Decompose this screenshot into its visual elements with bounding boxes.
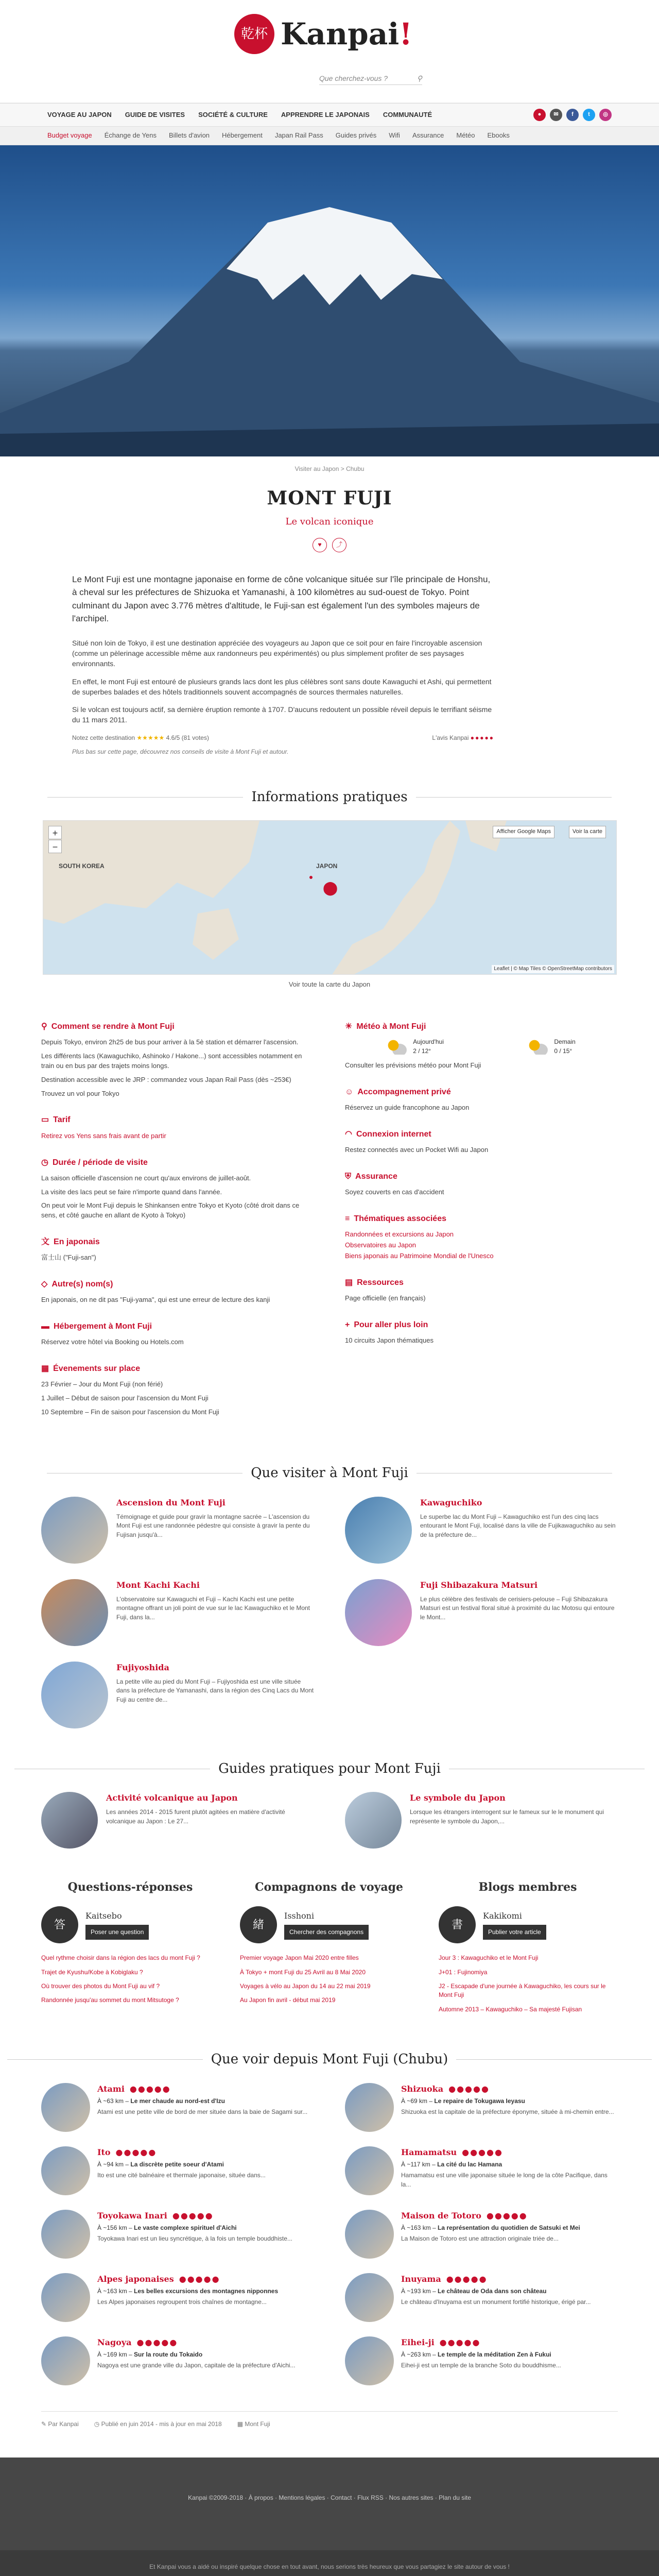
visit-desc: L'observatoire sur Kawaguchi et Fuji – Kachi Kachi est une petite montagne offrant un joli point de vue sur le lac Kawaguchiko et le Mont Fuji, dans la...: [116, 1595, 310, 1621]
nearby-dots: ●●●●●: [439, 2337, 481, 2347]
weather-today-temp: 2 / 12°: [413, 1047, 431, 1055]
community-qa: [41, 1879, 219, 2019]
info-ressources-p1[interactable]: Page officielle (en français): [345, 1294, 426, 1302]
nearby-dots: ●●●●●: [448, 2083, 490, 2094]
community-qa-name: Kaitsebo: [85, 1910, 122, 1921]
guide-icon: ☺: [345, 1087, 354, 1096]
info-tarif-p1[interactable]: Retirez vos Yens sans frais avant de partir: [41, 1131, 166, 1140]
nearby-distance: À ~169 km: [97, 2350, 127, 2358]
qa-item[interactable]: Trajet de Kyushu/Kobe à Kobiglaku ?: [41, 1968, 143, 1976]
main-nav: [0, 103, 659, 127]
nearby-thumb[interactable]: [41, 2210, 90, 2259]
nearby-distance: À ~163 km: [401, 2224, 431, 2231]
qa-item[interactable]: Randonnée jusqu'au sommet du mont Mitsutoge ?: [41, 1996, 179, 2004]
nearby-thumb[interactable]: [345, 2146, 394, 2195]
nearby-card[interactable]: Shizuoka ●●●●● À ~69 km – Le repaire de Tokugawa Ieyasu Shizuoka est la capitale de la préfecture éponyme, située à mi-chemin entre...: [345, 2083, 618, 2132]
visit-thumb[interactable]: [41, 1579, 108, 1646]
nearby-distance: À ~156 km: [97, 2224, 127, 2231]
page-title: MONT FUJI: [267, 487, 392, 510]
find-companions-button[interactable]: Chercher des compagnons: [284, 1925, 369, 1940]
info-themes-p1[interactable]: Randonnées et excursions au Japon: [345, 1230, 454, 1239]
visit-list: [41, 1497, 618, 1728]
nearby-title[interactable]: Eihei-ji: [401, 2337, 435, 2347]
meta-category-text: Mont Fuji: [245, 2420, 270, 2428]
community-qa-title: Questions-réponses: [67, 1880, 193, 1894]
visit-thumb[interactable]: [41, 1662, 108, 1728]
nearby-thumb[interactable]: [345, 2083, 394, 2132]
companion-item[interactable]: À Tokyo + mont Fuji du 25 Avril au 8 Mai 2020: [240, 1968, 366, 1976]
desc-para-3: Si le volcan est toujours actif, sa dernière éruption remonte à 1707. D'aucuns redoutent un possible réveil depuis le terrifiant séisme du 11 mars 2011.: [72, 705, 492, 724]
info-japonais: [41, 1236, 314, 1263]
info-japonais-title: En japonais: [54, 1238, 100, 1247]
nearby-distance: À ~193 km: [401, 2287, 431, 2295]
visit-card[interactable]: [41, 1579, 314, 1646]
nearby-thumb[interactable]: [41, 2083, 90, 2132]
meta-author[interactable]: ✎ Par Kanpai: [41, 2420, 79, 2428]
info-access-p1: Depuis Tokyo, environ 2h25 de bus pour arriver à la 5è station et démarrer l'ascension.: [41, 1038, 299, 1046]
guide-thumb[interactable]: [345, 1792, 402, 1849]
nearby-desc: Eihei-ji est un temple de la branche Soto du bouddhisme...: [401, 2362, 561, 2369]
info-duree: [41, 1157, 314, 1221]
nearby-thumb[interactable]: [41, 2273, 90, 2322]
share-icon[interactable]: ⤴: [332, 538, 346, 552]
nearby-card[interactable]: Eihei-ji ●●●●● À ~263 km – Le temple de la méditation Zen à Fukui Eihei-ji est un temple de la branche Soto du bouddhisme...: [345, 2336, 618, 2385]
weather-forecast: [345, 1038, 618, 1056]
weather-tomorrow-icon: [528, 1039, 549, 1055]
nearby-card[interactable]: Hamamatsu ●●●●● À ~117 km – La cité du lac Hamana Hamamatsu est une ville japonaise située le long de la côte Pacifique, dans la...: [345, 2146, 618, 2195]
info-internet: [345, 1128, 618, 1155]
brand-bang: !: [399, 16, 412, 52]
subnav-jrpass[interactable]: Japan Rail Pass: [274, 131, 323, 140]
companion-item[interactable]: Voyages à vélo au Japon du 14 au 22 mai 2019: [240, 1982, 371, 1990]
kanpai-seal-icon: 乾杯: [234, 14, 274, 54]
ask-question-button[interactable]: Poser une question: [85, 1925, 149, 1940]
nearby-desc: Les Alpes japonaises regroupent trois chaînes de montagne...: [97, 2298, 267, 2306]
footer-sub: [0, 2550, 659, 2576]
visit-thumb[interactable]: [41, 1497, 108, 1564]
heart-icon[interactable]: ♥: [313, 538, 327, 552]
nav-societe[interactable]: SOCIÉTÉ & CULTURE: [198, 110, 268, 118]
subnav-echange[interactable]: Échange de Yens: [104, 131, 157, 140]
subnav-meteo[interactable]: Météo: [456, 131, 475, 140]
info-internet-title: Connexion internet: [356, 1129, 431, 1139]
kanpai-review-label: L'avis Kanpai: [432, 734, 469, 741]
nearby-desc: Shizuoka est la capitale de la préfecture éponyme, située à mi-chemin entre...: [401, 2108, 614, 2116]
info-guide-p1[interactable]: Réservez un guide francophone au Japon: [345, 1104, 470, 1112]
nearby-title[interactable]: Maison de Totoro: [401, 2210, 481, 2221]
nearby-subtitle: La discrète petite soeur d'Atami: [130, 2160, 224, 2168]
guide-card[interactable]: [345, 1792, 618, 1849]
visit-thumb[interactable]: [345, 1579, 412, 1646]
nearby-title[interactable]: Ito: [97, 2147, 111, 2157]
subnav-billets[interactable]: Billets d'avion: [168, 131, 210, 140]
rating-bar: [72, 734, 494, 742]
companion-item[interactable]: Au Japon fin avril - début mai 2019: [240, 1996, 336, 2004]
map-link[interactable]: Voir toute la carte du Japon: [288, 980, 371, 989]
nav-apprendre[interactable]: APPRENDRE LE JAPONAIS: [281, 110, 370, 118]
community-blogs-title: Blogs membres: [478, 1880, 577, 1894]
search-icon[interactable]: ⚲: [417, 74, 422, 82]
nearby-distance: À ~263 km: [401, 2350, 431, 2358]
info-themes: [345, 1213, 618, 1261]
nearby-dots: ●●●●●: [486, 2210, 528, 2221]
info-right-column: [345, 1021, 618, 1433]
nearby-thumb[interactable]: [41, 2146, 90, 2195]
meta-author-text: Par Kanpai: [48, 2420, 79, 2428]
companion-item[interactable]: Premier voyage Japon Mai 2020 entre filles: [240, 1954, 359, 1962]
sun-icon: ☀: [345, 1022, 353, 1031]
nearby-thumb[interactable]: [345, 2273, 394, 2322]
kanji-icon: 文: [41, 1238, 50, 1247]
map-label-japan: JAPON: [316, 862, 338, 870]
mount-fuji-illustration: [0, 145, 659, 456]
nearby-title[interactable]: Toyokawa Inari: [97, 2210, 167, 2221]
map-marker-icon[interactable]: ⬤: [323, 880, 338, 896]
article-meta: [41, 2411, 618, 2437]
description: [72, 638, 494, 725]
page-subtitle: Le volcan iconique: [285, 516, 374, 527]
info-access-p3[interactable]: Destination accessible avec le JRP : commandez vous Japan Rail Pass (dès ~253€): [41, 1075, 291, 1083]
info-events-p2: 1 Juillet – Début de saison pour l'ascension du Mont Fuji: [41, 1394, 209, 1402]
section-info-title: Informations pratiques: [0, 788, 659, 807]
footer: [0, 2458, 659, 2550]
facebook-icon[interactable]: f: [566, 109, 579, 121]
info-hebergement-title: Hébergement à Mont Fuji: [54, 1322, 152, 1331]
info-events: [41, 1363, 314, 1417]
weather-today: [387, 1038, 444, 1056]
subnav-hebergement[interactable]: Hébergement: [222, 131, 263, 140]
nav-communaute[interactable]: COMMUNAUTÉ: [383, 110, 432, 118]
nearby-dots: ●●●●●: [136, 2337, 178, 2347]
section-guides-title: Guides pratiques pour Mont Fuji: [0, 1759, 659, 1779]
community-companions-title: Compagnons de voyage: [254, 1880, 404, 1894]
nearby-title[interactable]: Atami: [97, 2083, 125, 2094]
footer-sub-text: Et Kanpai vous a aidé ou inspiré quelque chose en tout avant, nous serions très heureux que vous partagiez le site autour de vous !: [149, 2563, 510, 2571]
nearby-thumb[interactable]: [345, 2210, 394, 2259]
calendar-icon: ▦: [41, 1364, 49, 1374]
community-companions: [240, 1879, 418, 2019]
pin-icon: ⚲: [41, 1022, 47, 1031]
map-zoom-in[interactable]: +: [48, 826, 62, 839]
info-hebergement: [41, 1320, 314, 1347]
nearby-subtitle: Sur la route du Tokaido: [134, 2350, 203, 2358]
nearby-subtitle: Le temple de la méditation Zen à Fukui: [438, 2350, 551, 2358]
visit-title[interactable]: Fujiyoshida: [116, 1662, 169, 1672]
share-buttons: [0, 538, 659, 552]
nearby-dots: ●●●●●: [172, 2210, 214, 2221]
subnav-guides[interactable]: Guides privés: [335, 131, 377, 140]
blog-item[interactable]: J+01 : Fujinomiya: [439, 1968, 488, 1976]
nearby-thumb[interactable]: [41, 2336, 90, 2385]
practical-info: [41, 1021, 618, 1433]
section-near-title: Que voir depuis Mont Fuji (Chubu): [0, 2050, 659, 2070]
info-hebergement-p1[interactable]: Réservez votre hôtel via Booking ou Hotels.com: [41, 1338, 184, 1346]
map-zoom-out[interactable]: −: [48, 840, 62, 853]
nearby-distance: À ~94 km: [97, 2160, 124, 2168]
guide-card[interactable]: [41, 1792, 314, 1849]
rating-score: 4.6/5 (81 votes): [166, 734, 209, 741]
map-google-button[interactable]: Afficher Google Maps: [493, 826, 554, 838]
nearby-desc: Ito est une cité balnéaire et thermale japonaise, située dans...: [97, 2172, 266, 2179]
info-plus-p1[interactable]: 10 circuits Japon thématiques: [345, 1336, 433, 1344]
social-icons: [533, 109, 612, 121]
info-access-p2: Les différents lacs (Kawaguchiko, Ashinoko / Hakone...) sont accessibles notamment en train ou en bus par des trajets moins longs.: [41, 1052, 302, 1070]
brand-text: Kanpai: [281, 16, 400, 52]
guide-thumb[interactable]: [41, 1792, 98, 1849]
blog-item[interactable]: J2 - Escapade d'une journée à Kawaguchiko, les cours sur le Mont Fuji: [439, 1982, 606, 1999]
nearby-title[interactable]: Alpes japonaises: [97, 2274, 174, 2284]
info-guide-title: Accompagnement privé: [357, 1087, 451, 1096]
info-themes-title: Thématiques associées: [354, 1214, 446, 1223]
blog-item[interactable]: Jour 3 : Kawaguchiko et le Mont Fuji: [439, 1954, 539, 1962]
nearby-card[interactable]: Nagoya ●●●●● À ~169 km – Sur la route du Tokaido Nagoya est une grande ville du Japon, capitale de la préfecture d'Aichi...: [41, 2336, 314, 2385]
mail-icon[interactable]: ✉: [550, 109, 562, 121]
info-access-p4[interactable]: Trouvez un vol pour Tokyo: [41, 1089, 119, 1097]
nav-guide[interactable]: GUIDE DE VISITES: [125, 110, 185, 118]
nearby-title[interactable]: Shizuoka: [401, 2083, 444, 2094]
visit-desc: Témoignage et guide pour gravir la montagne sacrée – L'ascension du Mont Fuji est une randonnée pédestre qui consiste à gravir la pente du Fujisan jusqu'à...: [116, 1513, 310, 1538]
site-header: [0, 0, 659, 103]
search-input[interactable]: [319, 72, 422, 85]
weather-link[interactable]: Consulter les prévisions météo pour Mont Fuji: [345, 1061, 481, 1070]
info-assurance: [345, 1171, 618, 1197]
qa-item[interactable]: Quel rythme choisir dans la région des lacs du mont Fuji ?: [41, 1954, 200, 1962]
visit-title[interactable]: Mont Kachi Kachi: [116, 1580, 200, 1590]
bed-icon: ▬: [41, 1322, 49, 1331]
nearby-dots: ●●●●●: [462, 2147, 503, 2157]
community-blogs-name: Kakikomi: [483, 1910, 522, 1921]
nearby-dots: ●●●●●: [179, 2274, 220, 2284]
nearby-distance: À ~163 km: [97, 2287, 127, 2295]
info-events-title: Évenements sur place: [53, 1364, 141, 1374]
info-access: [41, 1021, 314, 1098]
nearby-thumb[interactable]: [345, 2336, 394, 2385]
visit-card[interactable]: [345, 1497, 618, 1564]
section-visit-title: Que visiter à Mont Fuji: [0, 1464, 659, 1483]
map[interactable]: [43, 820, 617, 975]
info-ressources-title: Ressources: [357, 1278, 404, 1287]
info-noms-p1: En japonais, on ne dit pas "Fuji-yama", qui est une erreur de lecture des kanji: [41, 1296, 270, 1304]
info-duree-p2: La visite des lacs peut se faire n'importe quand dans l'année.: [41, 1188, 222, 1196]
nearby-card[interactable]: Inuyama ●●●●● À ~193 km – Le château de Oda dans son château Le château d'Inuyama est un monument fortifié historique, érigé par...: [345, 2273, 618, 2322]
shield-icon: ⛨: [345, 1172, 352, 1181]
community-blogs: [439, 1879, 617, 2019]
nearby-desc: Hamamatsu est une ville japonaise située le long de la côte Pacifique, dans la...: [401, 2172, 608, 2188]
subnav-budget[interactable]: Budget voyage: [47, 131, 92, 140]
blog-icon: 書: [439, 1906, 476, 1943]
nearby-title[interactable]: Hamamatsu: [401, 2147, 457, 2157]
publish-article-button[interactable]: Publier votre article: [483, 1925, 546, 1940]
info-japonais-p1: 富士山 ("Fuji-san"): [41, 1253, 96, 1262]
qa-item[interactable]: Où trouver des photos du Mont Fuji au vif ?: [41, 1982, 160, 1990]
meta-category[interactable]: ▦ Mont Fuji: [237, 2420, 270, 2428]
nearby-title[interactable]: Inuyama: [401, 2274, 441, 2284]
info-assurance-p1[interactable]: Soyez couverts en cas d'accident: [345, 1188, 444, 1196]
nearby-subtitle: Le mer chaude au nord-est d'Izu: [130, 2097, 225, 2105]
nearby-dots: ●●●●●: [446, 2274, 488, 2284]
info-tarif-title: Tarif: [53, 1115, 71, 1125]
weather-today-icon: [387, 1039, 408, 1055]
nearby-card[interactable]: Ito ●●●●● À ~94 km – La discrète petite soeur d'Atami Ito est une cité balnéaire et thermale japonaise, située dans...: [41, 2146, 314, 2195]
clock-icon: ◷: [41, 1158, 48, 1167]
nearby-distance: À ~117 km: [401, 2160, 430, 2168]
info-plus: [345, 1319, 618, 1346]
guide-title[interactable]: Activité volcanique au Japon: [106, 1793, 238, 1803]
footer-links[interactable]: Kanpai ©2009-2018 · À propos · Mentions légales · Contact · Flux RSS · Nos autres sites · Plan du site: [188, 2494, 471, 2502]
tag-icon: ◇: [41, 1280, 48, 1289]
brand-name: [281, 12, 412, 56]
nearby-distance: À ~63 km: [97, 2097, 124, 2105]
visit-title[interactable]: Ascension du Mont Fuji: [116, 1497, 226, 1507]
rating-label: Notez cette destination: [72, 734, 135, 741]
info-events-p1: 23 Février – Jour du Mont Fuji (non férié): [41, 1380, 163, 1388]
info-tarif: [41, 1114, 314, 1141]
instagram-icon[interactable]: ◎: [599, 109, 612, 121]
nearby-desc: Atami est une petite ville de bord de mer située dans la baie de Sagami sur...: [97, 2108, 308, 2116]
info-assurance-title: Assurance: [355, 1172, 397, 1181]
plus-icon: +: [345, 1320, 350, 1329]
info-duree-p1: La saison officielle d'ascension ne court qu'aux environs de juillet-août.: [41, 1174, 251, 1182]
user-icon[interactable]: ●: [533, 109, 546, 121]
nearby-card[interactable]: Maison de Totoro ●●●●● À ~163 km – La représentation du quotidien de Satsuki et Mei La Maison de Totoro est une attraction originale triée de...: [345, 2210, 618, 2259]
info-weather: [345, 1021, 618, 1071]
nearby-title[interactable]: Nagoya: [97, 2337, 132, 2347]
visit-desc: Le plus célèbre des festivals de cerisiers-pelouse – Fuji Shibazakura Matsuri est un festival floral situé à proximité du lac Motosu qui entoure le Mont...: [420, 1595, 615, 1621]
visit-title[interactable]: Fuji Shibazakura Matsuri: [420, 1580, 538, 1590]
nearby-subtitle: Le repaire de Tokugawa Ieyasu: [434, 2097, 525, 2105]
info-plus-title: Pour aller plus loin: [354, 1320, 428, 1329]
question-icon: 答: [41, 1906, 78, 1943]
nearby-desc: Le château d'Inuyama est un monument fortifié historique, érigé par...: [401, 2298, 591, 2306]
nearby-card[interactable]: Atami ●●●●● À ~63 km – Le mer chaude au nord-est d'Izu Atami est une petite ville de bord de mer située dans la baie de Sagami sur...: [41, 2083, 314, 2132]
subnav-ebooks[interactable]: Ebooks: [487, 131, 510, 140]
info-noms: [41, 1278, 314, 1305]
nearby-list: [41, 2083, 618, 2385]
hero-image: [0, 145, 659, 456]
nearby-dots: ●●●●●: [129, 2083, 171, 2094]
twitter-icon[interactable]: t: [583, 109, 595, 121]
info-noms-title: Autre(s) nom(s): [51, 1280, 113, 1289]
nearby-distance: À ~69 km: [401, 2097, 428, 2105]
community-companions-name: Isshoni: [284, 1910, 315, 1921]
nearby-subtitle: Les belles excursions des montagnes nipponnes: [134, 2287, 279, 2295]
guides-list: [41, 1792, 618, 1849]
info-events-p3: 10 Septembre – Fin de saison pour l'ascension du Mont Fuji: [41, 1408, 219, 1416]
nav-voyage[interactable]: VOYAGE AU JAPON: [47, 110, 112, 118]
book-icon: ▤: [345, 1278, 353, 1287]
info-guide: [345, 1086, 618, 1113]
guide-title[interactable]: Le symbole du Japon: [410, 1793, 506, 1803]
nearby-subtitle: La représentation du quotidien de Satsuki et Mei: [438, 2224, 580, 2231]
info-access-title: Comment se rendre à Mont Fuji: [51, 1022, 175, 1031]
visit-card[interactable]: [41, 1497, 314, 1564]
weather-tomorrow-temp: 0 / 15°: [554, 1047, 573, 1055]
rating-stars[interactable]: ★★★★★: [136, 734, 165, 741]
info-note: Plus bas sur cette page, découvrez nos conseils de visite à Mont Fuji et autour.: [72, 748, 289, 756]
weather-today-label: Aujourd'hui: [413, 1038, 444, 1046]
intro-text: Le Mont Fuji est une montagne japonaise en forme de cône volcanique située sur l'île principale de Honshu, à cheval sur les préfectures de Shizuoka et Yamanashi, à 100 kilomètres au sud-ouest de Tokyo. Point culminant du Japon avec 3.776 mètres d'altitude, le Fuji-san est également l'un des symboles majeurs de l'archipel.: [72, 574, 491, 624]
companion-icon: 緒: [240, 1906, 277, 1943]
meta-date-text: Publié en juin 2014 - mis à jour en mai 2018: [101, 2420, 222, 2428]
nearby-desc: Toyokawa Inari est un lieu syncrétique, à la fois un temple bouddhiste...: [97, 2235, 292, 2243]
subnav-wifi[interactable]: Wifi: [389, 131, 400, 140]
visit-desc: Le superbe lac du Mont Fuji – Kawaguchiko est l'un des cinq lacs entourant le Mont Fuji, localisé dans la ville de Fujikawaguchiko au sein de la préfecture de...: [420, 1513, 616, 1538]
info-themes-p3[interactable]: Biens japonais au Patrimoine Mondial de l'Unesco: [345, 1251, 494, 1260]
desc-para-2: En effet, le mont Fuji est entouré de plusieurs grands lacs dont les plus célèbres sont sans doute Kawaguchi et Ashi, qui permettent de superbes balades et des hôtels traditionnels souvent accompagnés de sources thermales naturelles.: [72, 677, 492, 696]
visit-thumb[interactable]: [345, 1497, 412, 1564]
visit-desc: La petite ville au pied du Mont Fuji – Fujiyoshida est une ville située dans la préfecture de Yamanashi, dans la région des Cinq Lacs du Mont Fuji au centre de...: [116, 1677, 314, 1703]
visit-card[interactable]: [41, 1662, 314, 1728]
search-placeholder: Que cherchez-vous ?: [319, 74, 388, 82]
nearby-desc: La Maison de Totoro est une attraction originale triée de...: [401, 2235, 559, 2243]
meta-date: ◷ Publié en juin 2014 - mis à jour en mai 2018: [94, 2420, 222, 2428]
map-view-button[interactable]: Voir la carte: [569, 826, 606, 838]
blog-item[interactable]: Automne 2013 – Kawaguchiko – Sa majesté Fujisan: [439, 2005, 582, 2013]
list-icon: ≡: [345, 1214, 350, 1223]
desc-para-1: Situé non loin de Tokyo, il est une destination appréciée des voyageurs au Japon que ce soit pour en faire l'incroyable ascension (comme un pèlerinage accessible même aux randonneurs peu expérimentés) ou plus simplement profiter de ses paysages environnants.: [72, 638, 482, 668]
wifi-icon: ◠: [345, 1129, 352, 1139]
ticket-icon: ▭: [41, 1115, 49, 1125]
community: [41, 1879, 618, 2019]
guide-desc: Lorsque les étrangers interrogent sur le fameux sur le le monument qui représente le symbole du Japon,...: [410, 1808, 604, 1825]
weather-title: Météo à Mont Fuji: [356, 1022, 426, 1031]
nearby-card[interactable]: Toyokawa Inari ●●●●● À ~156 km – Le vaste complexe spirituel d'Aichi Toyokawa Inari est un lieu syncrétique, à la fois un temple bouddhiste...: [41, 2210, 314, 2259]
guide-desc: Les années 2014 - 2015 furent plutôt agitées en matière d'activité volcanique au Japon : Le 27...: [106, 1808, 285, 1825]
nearby-subtitle: La cité du lac Hamana: [437, 2160, 502, 2168]
kanpai-dots: ●●●●●: [470, 734, 494, 741]
nearby-desc: Nagoya est une grande ville du Japon, capitale de la préfecture d'Aichi...: [97, 2362, 296, 2369]
subnav-assurance[interactable]: Assurance: [412, 131, 444, 140]
info-themes-p2[interactable]: Observatoires au Japon: [345, 1241, 417, 1249]
nearby-card[interactable]: Alpes japonaises ●●●●● À ~163 km – Les belles excursions des montagnes nipponnes Les Alpes japonaises regroupent trois chaînes de montagne...: [41, 2273, 314, 2322]
breadcrumb[interactable]: Visiter au Japon > Chubu: [294, 465, 365, 472]
site-logo[interactable]: [234, 12, 412, 56]
info-ressources: [345, 1277, 618, 1303]
map-label-korea: SOUTH KOREA: [59, 862, 105, 870]
map-credit[interactable]: Leaflet | © Map Tiles © OpenStreetMap contributors: [492, 965, 614, 974]
weather-tomorrow-label: Demain: [554, 1038, 576, 1046]
nearby-subtitle: Le vaste complexe spirituel d'Aichi: [134, 2224, 237, 2231]
info-duree-title: Durée / période de visite: [52, 1158, 148, 1167]
visit-title[interactable]: Kawaguchiko: [420, 1497, 482, 1507]
nearby-subtitle: Le château de Oda dans son château: [438, 2287, 547, 2295]
nearby-dots: ●●●●●: [115, 2147, 157, 2157]
info-left-column: [41, 1021, 314, 1433]
info-duree-p3: On peut voir le Mont Fuji depuis le Shinkansen entre Tokyo et Kyoto (côté droit dans ce sens, et côté gauche en allant de Kyoto à Tokyo): [41, 1201, 300, 1219]
visit-card[interactable]: [345, 1579, 618, 1646]
sub-nav: [0, 127, 659, 145]
info-internet-p1[interactable]: Restez connectés avec un Pocket Wifi au Japon: [345, 1146, 489, 1154]
weather-tomorrow: [528, 1038, 575, 1056]
